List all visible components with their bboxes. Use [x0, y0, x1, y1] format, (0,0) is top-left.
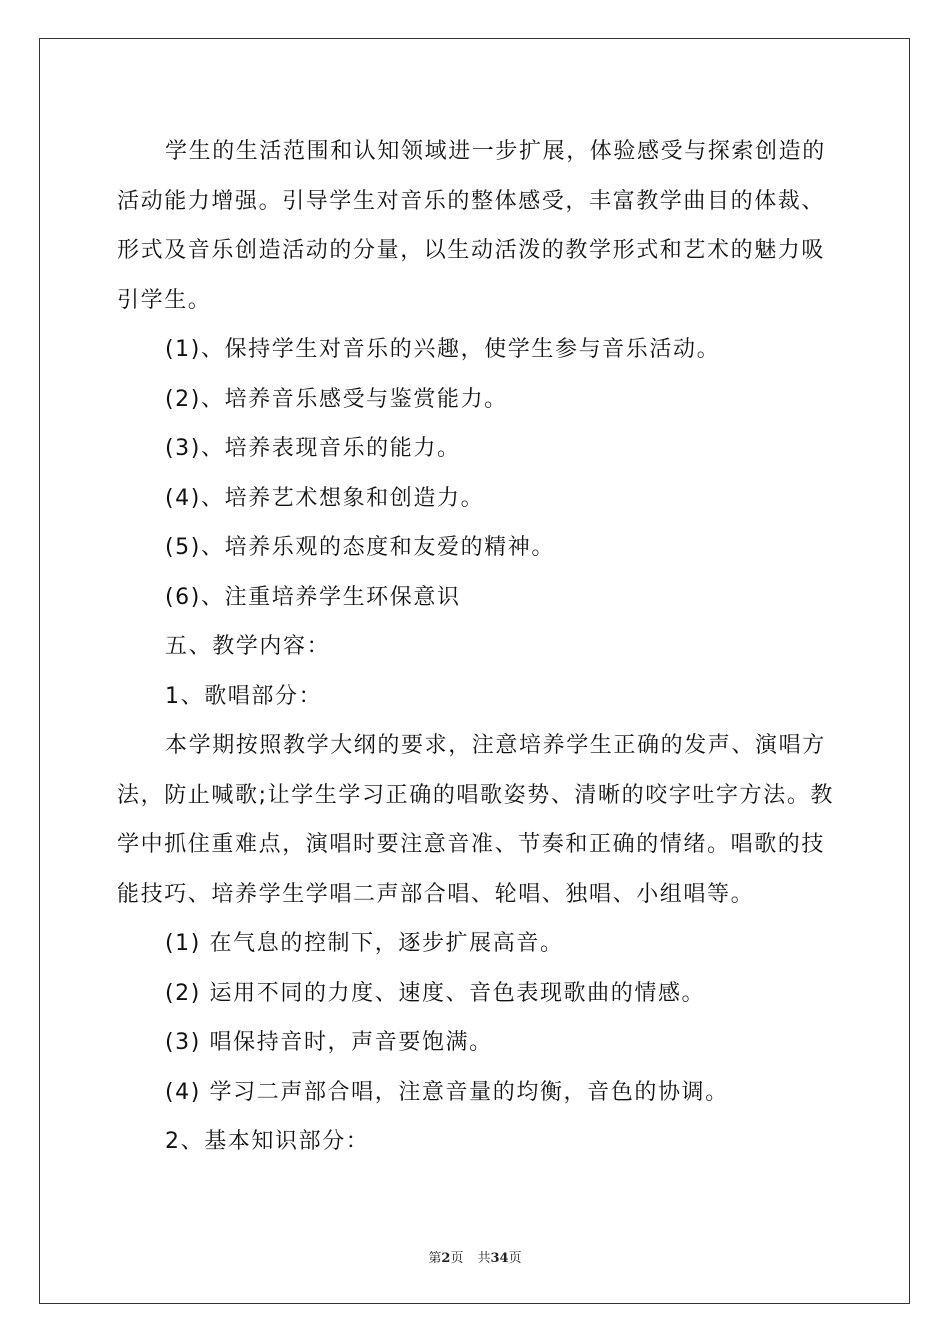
list-item-goal-3: (3)、培养表现音乐的能力。	[165, 436, 461, 461]
list-item-singing-3: (3) 唱保持音时，声音要饱满。	[165, 1030, 493, 1055]
footer-total-number: 34	[490, 1251, 509, 1266]
list-item-singing-4: (4) 学习二声部合唱，注意音量的均衡，音色的协调。	[165, 1079, 729, 1105]
section-heading-content: 五、教学内容：	[165, 634, 331, 659]
list-item-goal-4: (4)、培养艺术想象和创造力。	[165, 485, 485, 511]
footer-page-number: 2	[441, 1251, 451, 1266]
list-item-goal-6: (6)、注重培养学生环保意识	[165, 584, 461, 610]
document-body	[117, 127, 837, 1167]
paragraph-singing: 本学期按照教学大纲的要求，注意培养学生正确的发声、演唱方法，防止喊歌;让学生学习正确的唱歌姿势、清晰的咬字吐字方法。教学中抓住重难点，演唱时要注意音准、节奏和正确的情绪。唱歌的技能技巧、培养学生学唱二声部合唱、轮唱、独唱、小组唱等。	[117, 733, 835, 907]
list-item-singing-2: (2) 运用不同的力度、速度、音色表现歌曲的情感。	[165, 980, 706, 1006]
subsection-heading-knowledge: 2、基本知识部分：	[165, 1129, 370, 1154]
footer-page-suffix: 页	[450, 1251, 464, 1266]
footer-page-prefix: 第	[428, 1251, 442, 1266]
paragraph-intro: 学生的生活范围和认知领域进一步扩展，体验感受与探索创造的活动能力增强。引导学生对音乐的整体感受，丰富教学曲目的体裁、形式及音乐创造活动的分量，以生动活泼的教学形式和艺术的魅力吸引学生。	[117, 139, 826, 313]
page-footer	[0, 1247, 950, 1266]
footer-total-prefix: 共	[477, 1251, 491, 1266]
list-item-singing-1: (1) 在气息的控制下，逐步扩展高音。	[165, 931, 564, 956]
footer-total-suffix: 页	[508, 1251, 522, 1266]
subsection-heading-singing: 1、歌唱部分：	[165, 683, 323, 709]
list-item-goal-5: (5)、培养乐观的态度和友爱的精神。	[165, 535, 555, 560]
list-item-goal-1: (1)、保持学生对音乐的兴趣，使学生参与音乐活动。	[165, 337, 721, 362]
list-item-goal-2: (2)、培养音乐感受与鉴赏能力。	[165, 386, 508, 412]
